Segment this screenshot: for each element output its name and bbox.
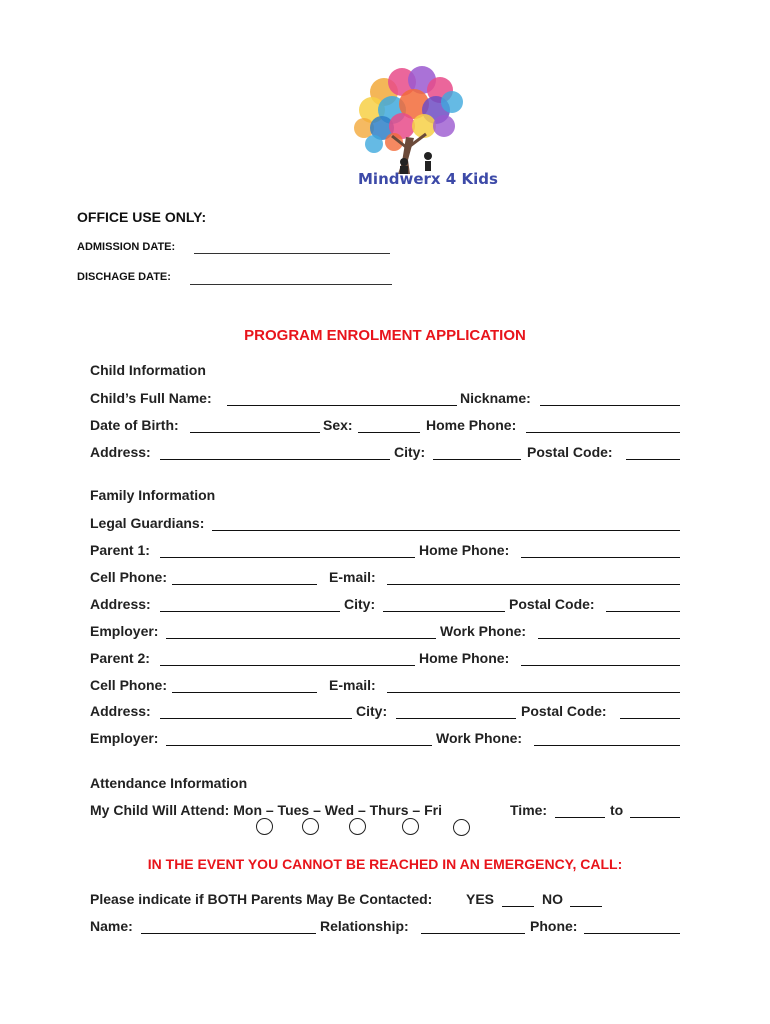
parent2-city-label: City: — [356, 703, 388, 719]
radio-mon[interactable] — [256, 818, 273, 835]
discharge-date-field[interactable] — [190, 284, 392, 285]
child-postal-label: Postal Code: — [527, 444, 613, 460]
parent1-email-field[interactable] — [387, 584, 680, 585]
child-row-1 — [90, 388, 680, 410]
yes-label: YES — [466, 891, 495, 907]
emergency-contact-row — [90, 916, 680, 938]
dob-field[interactable] — [190, 432, 320, 433]
time-from-field[interactable] — [555, 817, 605, 818]
parent2-email-label: E-mail: — [329, 677, 376, 693]
parent1-city-label: City: — [344, 596, 376, 612]
parent1-employer-label: Employer: — [90, 623, 159, 639]
child-row-3 — [90, 442, 680, 464]
no-field[interactable] — [570, 906, 602, 907]
sex-field[interactable] — [358, 432, 420, 433]
parent2-city-field[interactable] — [396, 718, 516, 719]
child-row-2 — [90, 415, 680, 437]
discharge-date-label: DISCHAGE DATE: — [77, 271, 171, 283]
child-name-field[interactable] — [227, 405, 457, 406]
parent2-cell-field[interactable] — [172, 692, 317, 693]
relationship-label: Relationship: — [320, 918, 409, 934]
time-to-label: to — [610, 802, 624, 818]
contact-name-label: Name: — [90, 918, 133, 934]
parent1-city-field[interactable] — [383, 611, 505, 612]
time-label: Time: — [510, 802, 548, 818]
radio-tues[interactable] — [302, 818, 319, 835]
parent1-home-phone-label: Home Phone: — [419, 542, 510, 558]
child-home-phone-field[interactable] — [526, 432, 680, 433]
child-address-field[interactable] — [160, 459, 390, 460]
time-to-field[interactable] — [630, 817, 680, 818]
guardians-label: Legal Guardians: — [90, 515, 205, 531]
yes-field[interactable] — [502, 906, 534, 907]
parent1-field[interactable] — [160, 557, 415, 558]
parent1-postal-label: Postal Code: — [509, 596, 595, 612]
emergency-heading: IN THE EVENT YOU CANNOT BE REACHED IN AN EMERGENCY, CALL: — [147, 856, 623, 872]
parent2-home-phone-label: Home Phone: — [419, 650, 510, 666]
parent1-work-phone-label: Work Phone: — [440, 623, 527, 639]
child-info-heading: Child Information — [90, 362, 206, 378]
nickname-field[interactable] — [540, 405, 680, 406]
family-info-heading: Family Information — [90, 487, 216, 503]
child-city-label: City: — [394, 444, 426, 460]
child-home-phone-label: Home Phone: — [426, 417, 517, 433]
parent2-employer-row — [90, 728, 680, 750]
page-title: PROGRAM ENROLMENT APPLICATION — [244, 327, 526, 344]
attend-days-label: My Child Will Attend: Mon – Tues – Wed – Thurs – Fri — [90, 802, 442, 818]
admission-date-label: ADMISSION DATE: — [77, 241, 176, 253]
parent2-postal-field[interactable] — [620, 718, 680, 719]
child-city-field[interactable] — [433, 459, 521, 460]
parent1-cell-field[interactable] — [172, 584, 317, 585]
logo-text: Mindwerx 4 Kids — [358, 170, 498, 188]
attendance-row — [90, 800, 680, 822]
radio-fri[interactable] — [453, 819, 470, 836]
radio-thurs[interactable] — [402, 818, 419, 835]
parent2-work-phone-label: Work Phone: — [436, 730, 523, 746]
nickname-label: Nickname: — [460, 390, 531, 406]
parent2-employer-label: Employer: — [90, 730, 159, 746]
parent1-home-phone-field[interactable] — [521, 557, 680, 558]
both-parents-label: Please indicate if BOTH Parents May Be Contacted: — [90, 891, 433, 907]
parent1-row — [90, 540, 680, 562]
contact-name-field[interactable] — [141, 933, 316, 934]
parent1-employer-row — [90, 621, 680, 643]
parent1-address-row — [90, 594, 680, 616]
parent2-home-phone-field[interactable] — [521, 665, 680, 666]
relationship-field[interactable] — [421, 933, 525, 934]
parent1-employer-field[interactable] — [166, 638, 436, 639]
parent2-address-label: Address: — [90, 703, 151, 719]
admission-date-field[interactable] — [194, 253, 390, 254]
attendance-heading: Attendance Information — [90, 775, 248, 791]
parent1-address-label: Address: — [90, 596, 151, 612]
parent2-cell-label: Cell Phone: — [90, 677, 168, 693]
parent1-label: Parent 1: — [90, 542, 150, 558]
parent1-cell-label: Cell Phone: — [90, 569, 168, 585]
parent1-work-phone-field[interactable] — [538, 638, 680, 639]
sex-label: Sex: — [323, 417, 353, 433]
parent1-address-field[interactable] — [160, 611, 340, 612]
child-postal-field[interactable] — [626, 459, 680, 460]
parent2-cell-row — [90, 675, 680, 697]
guardians-row — [90, 513, 680, 535]
parent1-email-label: E-mail: — [329, 569, 376, 585]
radio-wed[interactable] — [349, 818, 366, 835]
parent2-label: Parent 2: — [90, 650, 150, 666]
logo — [344, 62, 498, 197]
parent2-row — [90, 648, 680, 670]
parent1-cell-row — [90, 567, 680, 589]
parent2-work-phone-field[interactable] — [534, 745, 680, 746]
contact-phone-label: Phone: — [530, 918, 578, 934]
parent2-employer-field[interactable] — [166, 745, 432, 746]
parent2-email-field[interactable] — [387, 692, 680, 693]
parent1-postal-field[interactable] — [606, 611, 680, 612]
dob-label: Date of Birth: — [90, 417, 179, 433]
child-address-label: Address: — [90, 444, 151, 460]
contact-phone-field[interactable] — [584, 933, 680, 934]
parent2-address-field[interactable] — [160, 718, 352, 719]
parent2-address-row — [90, 701, 680, 723]
child-name-label: Child’s Full Name: — [90, 390, 212, 406]
parent2-field[interactable] — [160, 665, 415, 666]
no-label: NO — [542, 891, 563, 907]
office-heading: OFFICE USE ONLY: — [77, 209, 207, 225]
guardians-field[interactable] — [212, 530, 680, 531]
both-parents-row — [90, 889, 680, 911]
parent2-postal-label: Postal Code: — [521, 703, 607, 719]
